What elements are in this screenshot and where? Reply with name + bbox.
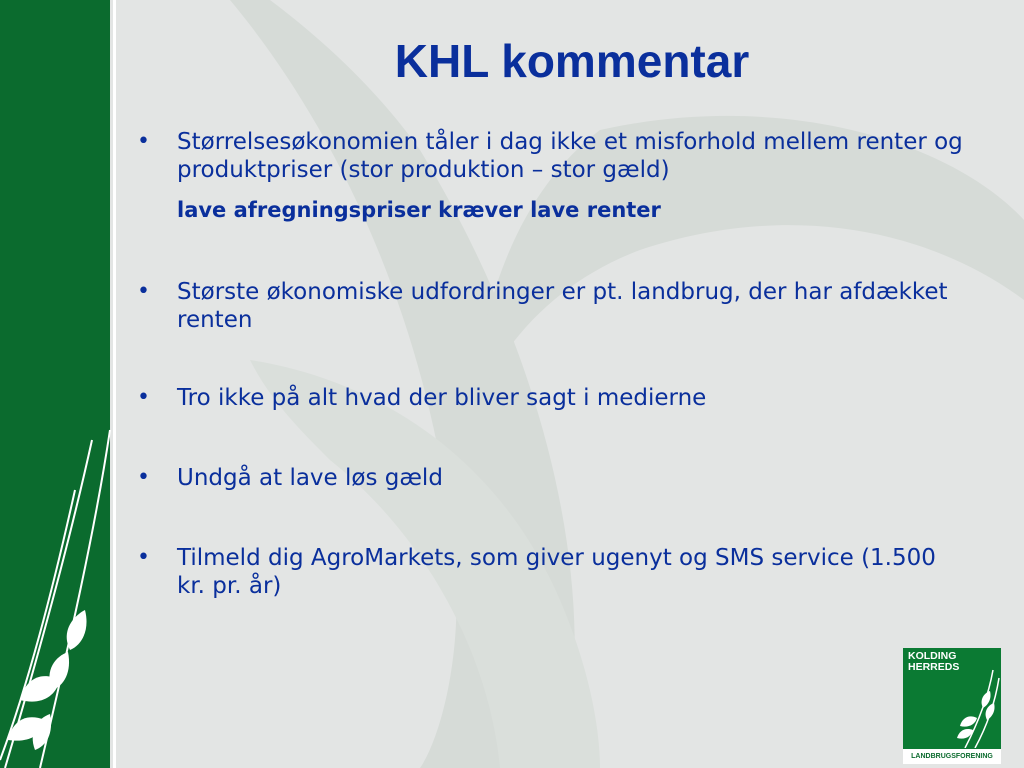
- logo-name: [908, 651, 959, 673]
- bullet-text: Tro ikke på alt hvad der bliver sagt i medierne: [177, 385, 707, 411]
- bullet-dot: •: [137, 279, 150, 304]
- bullet-text: Største økonomiske udfordringer er pt. landbrug, der har afdækket renten: [177, 279, 948, 333]
- wheat-ear-icon: [0, 420, 120, 768]
- slide-title: KHL kommentar: [394, 35, 750, 87]
- bullet-text: Størrelsesøkonomien tåler i dag ikke et misforhold mellem renter og produktpriser (stor produktion – stor gæld): [177, 129, 963, 183]
- bullet-item: [135, 128, 965, 224]
- logo-line-2: HERREDS: [908, 661, 960, 673]
- logo-wheat-icon: [953, 668, 1001, 748]
- logo-subtitle: LANDBRUGSFORENING: [903, 749, 1001, 764]
- bullet-dot: •: [137, 129, 150, 154]
- bullet-subtext-bold: lave afregningspriser kræver lave renter: [177, 198, 661, 222]
- bullet-item: [135, 278, 965, 334]
- kolding-herreds-logo: [903, 648, 1001, 764]
- bullet-dot: •: [137, 385, 150, 410]
- bullet-text: Tilmeld dig AgroMarkets, som giver ugenyt og SMS service (1.500 kr. pr. år): [177, 545, 936, 599]
- bullet-text: Undgå at lave løs gæld: [177, 465, 443, 491]
- bullet-item: [135, 464, 965, 492]
- bullet-dot: •: [137, 465, 150, 490]
- logo-line-1: KOLDING: [908, 650, 957, 662]
- bullet-item: [135, 384, 965, 412]
- bullet-item: [135, 544, 965, 600]
- bullet-list: [135, 128, 965, 600]
- bullet-dot: •: [137, 545, 150, 570]
